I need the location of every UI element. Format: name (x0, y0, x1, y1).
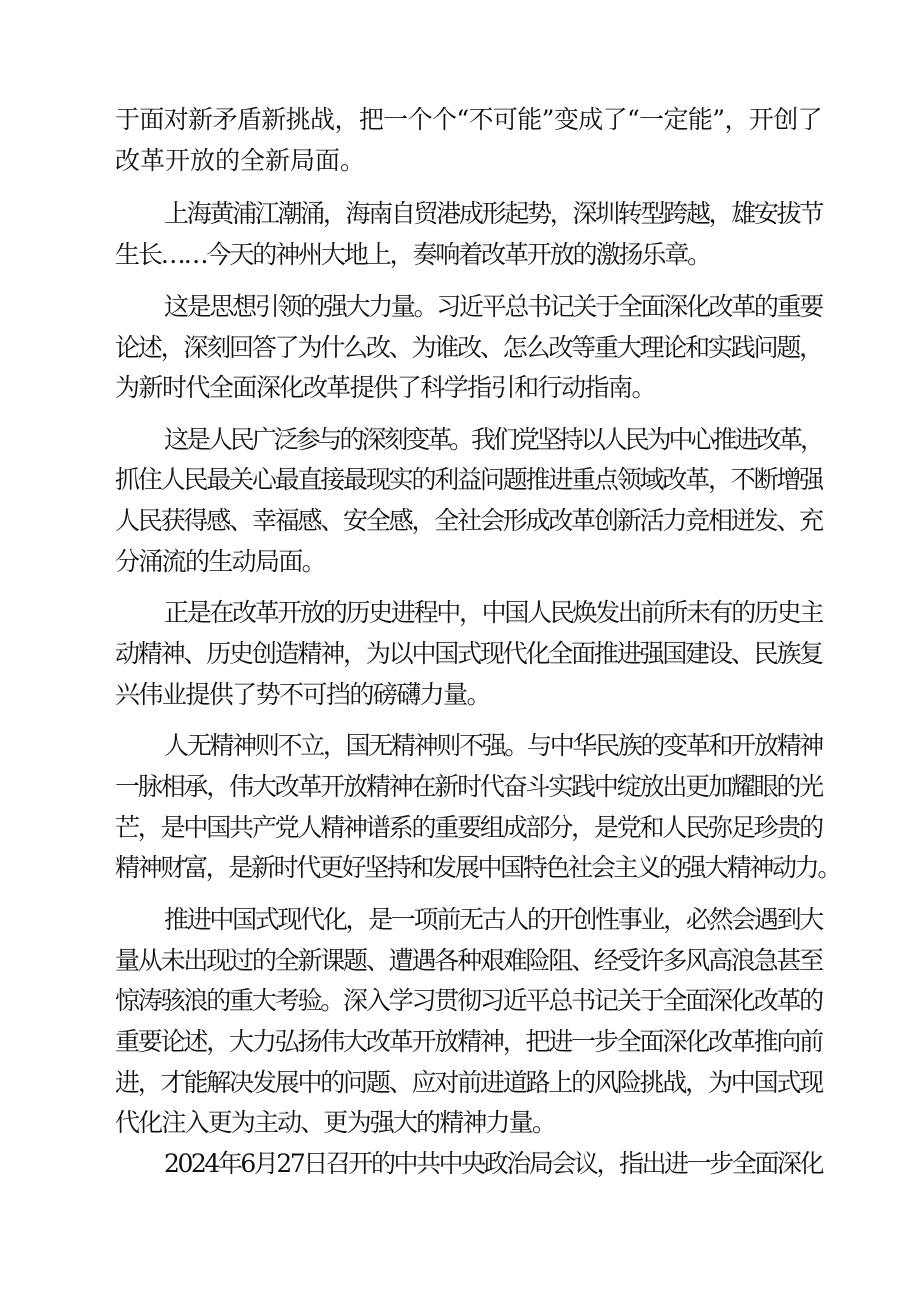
paragraph-line: 精神财富，是新时代更好坚持和发展中国特色社会主义的强大精神动力。 (115, 853, 840, 882)
paragraph-line: 进，才能解决发展中的问题、应对前进道路上的风险挑战，为中国式现 (115, 1068, 822, 1097)
paragraph-line: 于面对新矛盾新挑战，把一个个“不可能”变成了“一定能”，开创了 (115, 105, 822, 134)
paragraph-line: 一脉相承，伟大改革开放精神在新时代奋斗实践中绽放出更加耀眼的光 (115, 772, 822, 801)
paragraph-line: 这是人民广泛参与的深刻变革。我们党坚持以人民为中心推进改革， (164, 425, 822, 454)
paragraph-line: 人民获得感、幸福感、安全感，全社会形成改革创新活力竞相迸发、充 (115, 506, 822, 535)
paragraph-line: 人无精神则不立，国无精神则不强。与中华民族的变革和开放精神 (164, 731, 822, 760)
paragraph-line: 重要论述，大力弘扬伟大改革开放精神，把进一步全面深化改革推向前 (115, 1027, 822, 1056)
paragraph-line: 抓住人民最关心最直接最现实的利益问题推进重点领域改革，不断增强 (115, 465, 822, 494)
paragraph-line: 2024年6月27日召开的中共中央政治局会议，指出进一步全面深化 (164, 1149, 822, 1178)
paragraph-line: 代化注入更为主动、更为强大的精神力量。 (115, 1108, 555, 1137)
paragraph-line: 兴伟业提供了势不可挡的磅礴力量。 (115, 680, 490, 709)
paragraph-line: 量从未出现过的全新课题、遭遇各种艰难险阻、经受许多风高浪急甚至 (115, 946, 822, 975)
paragraph-line: 为新时代全面深化改革提供了科学指引和行动指南。 (115, 373, 655, 402)
paragraph-line: 这是思想引领的强大力量。习近平总书记关于全面深化改革的重要 (164, 292, 822, 321)
paragraph-line: 生长……今天的神州大地上，奏响着改革开放的激扬乐章。 (115, 240, 710, 269)
paragraph-line: 惊涛骇浪的重大考验。深入学习贯彻习近平总书记关于全面深化改革的 (115, 986, 822, 1015)
paragraph-line: 正是在改革开放的历史进程中，中国人民焕发出前所未有的历史主 (164, 598, 822, 627)
paragraph-line: 动精神、历史创造精神，为以中国式现代化全面推进强国建设、民族复 (115, 639, 822, 668)
paragraph-line: 芒，是中国共产党人精神谱系的重要组成部分，是党和人民弥足珍贵的 (115, 813, 822, 842)
paragraph-line: 论述，深刻回答了为什么改、为谁改、怎么改等重大理论和实践问题， (115, 333, 822, 362)
paragraph-line: 推进中国式现代化，是一项前无古人的开创性事业，必然会遇到大 (164, 905, 822, 934)
paragraph-line: 上海黄浦江潮涌，海南自贸港成形起势，深圳转型跨越，雄安拔节 (164, 199, 822, 228)
paragraph-line: 分涌流的生动局面。 (115, 547, 325, 576)
paragraph-line: 改革开放的全新局面。 (115, 146, 365, 175)
